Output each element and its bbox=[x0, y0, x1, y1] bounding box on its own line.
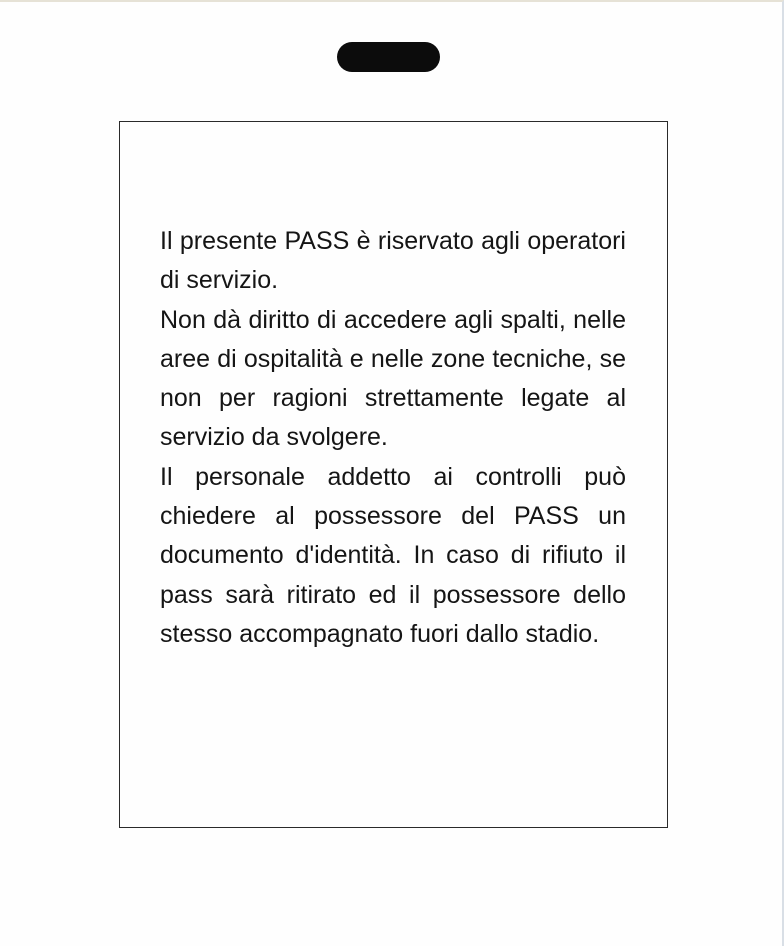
terms-paragraph-1: Il presente PASS è riservato agli operatori di servizio. bbox=[160, 227, 626, 295]
terms-paragraph-2: Non dà diritto di accedere agli spalti, nelle aree di ospitalità e nelle zone tecniche, se non per ragioni strettamente legate al servizio da svolgere. bbox=[160, 305, 626, 452]
pass-terms-text bbox=[160, 222, 626, 654]
terms-paragraph-3: Il personale addetto ai controlli può chiedere al possessore del PASS un documento d'identità. In caso di rifiuto il pass sarà ritirato ed il possessore dello stesso accompagnato fuori dallo stadio. bbox=[160, 462, 626, 648]
lanyard-slot bbox=[337, 42, 440, 72]
